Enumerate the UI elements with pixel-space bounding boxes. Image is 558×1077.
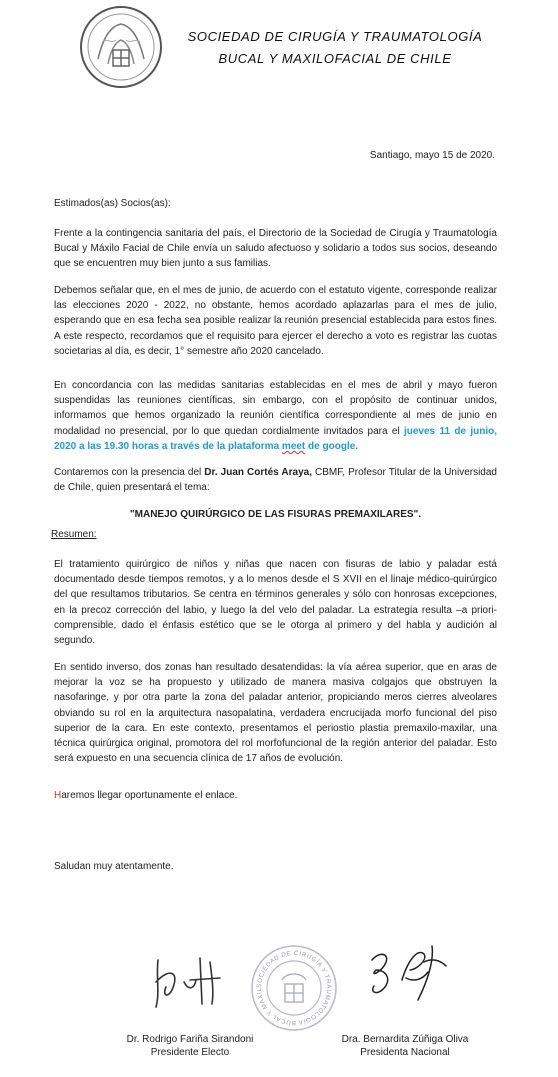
signer-name-1: Dr. Rodrigo Fariña Sirandoni (126, 1034, 254, 1045)
speaker-credentials: CBMF, Profesor Titular de la Universidad de Chile, quien presentará el tema: (54, 467, 497, 494)
summary-paragraph-2: En sentido inverso, dos zonas han resultado desatendidas: la vía aérea superior, que en aras de mejorar la voz se ha propuesto y utilizado de manera masiva colgajos que obstruyen la nasofaringe, y por otra parte la zona del paladar anterior, propiciando meros cierres alveolares obviando su rol en la arquitectura nasopalatina, verdadera encrucijada morfo funcional del piso superior de la cara. En este contexto, presentamos el periostio plastia premaxilo-maxilar, una técnica quirúrgica original, promotora del rol morfofuncional de la región anterior del paladar. Esto será expuesto en una secuencia clínica de 17 años de evolución. (54, 662, 497, 765)
talk-title: "MANEJO QUIRÚRGICO DE LAS FISURAS PREMAXILARES". (129, 509, 422, 520)
summary-label: Resumen: (51, 529, 97, 540)
closing-first-letter: H (54, 790, 62, 801)
closing-line (54, 788, 497, 803)
meeting-date-highlight: jueves 11 de junio, 2020 a las 19.30 horas a través de la plataforma (54, 425, 497, 452)
organization-name-line-1: SOCIEDAD DE CIRUGÍA Y TRAUMATOLOGÍA (187, 29, 483, 44)
farewell: Saludan muy atentamente. (54, 861, 174, 872)
signature-scribble-1 (150, 952, 230, 1012)
letter-date: Santiago, mayo 15 de 2020. (369, 150, 495, 161)
signer-role-2: Presidenta Nacional (360, 1047, 450, 1058)
signature-block-2 (325, 1033, 485, 1059)
greeting: Estimados(as) Socios(as): (54, 198, 171, 209)
society-logo (78, 4, 164, 90)
paragraph-elections: Debemos señalar que, en el mes de junio, de acuerdo con el estatuto vigente, corresponde realizar las elecciones 2020 - 2022, no obstante, hemos acordado aplazarlas para el mes de julio, esperando que en esa fecha sea posible realizar la reunión presencial establecida para estos fines. A este respecto, recordamos que el requisito para ejercer el derecho a voto es registrar las cuotas societarias al día, es decir, 1° semestre año 2020 cancelado. (54, 285, 497, 357)
speaker-intro: Contaremos con la presencia del (54, 467, 205, 478)
paragraph-meeting (54, 378, 497, 454)
organization-name-line-2: BUCAL Y MAXILOFACIAL DE CHILE (218, 51, 452, 66)
signature-block-1 (110, 1033, 270, 1059)
society-seal (250, 944, 338, 1032)
summary-paragraph-1: El tratamiento quirúrgico de niños y niñas que nacen con fisuras de labio y paladar está documentado desde tiempos remotos, y a lo menos desde el S XVII en el linaje médico-quirúrgico del que resultamos tributarios. Se centra en términos generales y sólo con honrosas excepciones, en la precoz corrección del labio, y luego la del velo del paladar. La estrategia resulta –a priori- comprensible, dado el énfasis estético que se le otorga al primero y del habla y audición al segundo. (54, 559, 497, 647)
closing-rest: aremos llegar oportunamente el enlace. (61, 790, 238, 801)
organization-name (160, 26, 510, 70)
signer-name-2: Dra. Bernardita Zúñiga Oliva (341, 1034, 469, 1045)
meet-word: meet (281, 440, 306, 452)
speaker-name: Dr. Juan Cortés Araya, (204, 467, 312, 478)
signer-role-1: Presidente Electo (150, 1047, 230, 1058)
paragraph-speaker (54, 465, 497, 495)
svg-text:SOCIEDAD DE CIRUGÍA Y TRAUMATO (250, 944, 332, 1026)
paragraph-intro: Frente a la contingencia sanitaria del país, el Directorio de la Sociedad de Cirugía y Traumatología Bucal y Máxilo Facial de Chile envía un saludo afectuoso y solidario a todos sus socios, deseando que se encuentren muy bien junto a sus familias. (54, 228, 497, 270)
seal-ring-text: SOCIEDAD DE CIRUGÍA Y TRAUMATOLOGÍA BUCAL Y MAXIL (255, 949, 333, 1027)
meeting-platform-highlight: de google. (305, 440, 359, 452)
meeting-text: En concordancia con las medidas sanitarias establecidas en el mes de abril y mayo fueron suspendidas las reuniones científicas, sin embargo, con el propósito de continuar unidos, informamos que hemos organizado la reunión científica correspondiente al mes de junio en modalidad no presencial, por lo que quedan cordialmente invitados para el (54, 380, 497, 437)
signature-scribble-2 (362, 940, 452, 1015)
